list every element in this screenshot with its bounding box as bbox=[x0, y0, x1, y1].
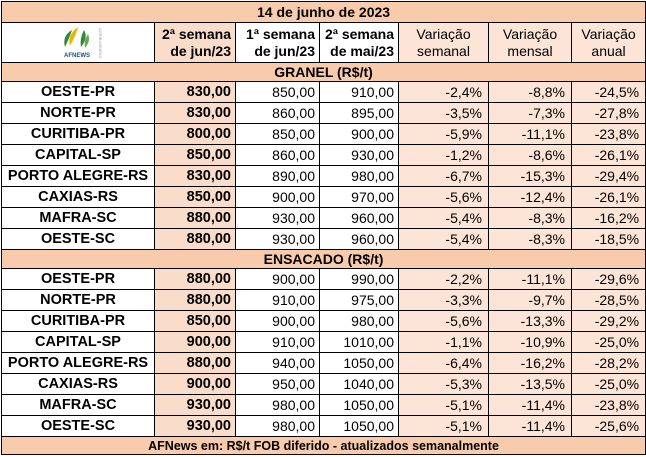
annual-variation: -16,2% bbox=[572, 208, 646, 229]
region-name: MAFRA-SC bbox=[2, 395, 155, 416]
price-previous-week: 950,00 bbox=[236, 374, 320, 395]
price-current-week: 880,00 bbox=[155, 208, 236, 229]
price-previous-week: 900,00 bbox=[236, 269, 320, 290]
monthly-variation: -9,7% bbox=[489, 290, 572, 311]
table-row bbox=[2, 353, 646, 374]
weekly-variation: -3,5% bbox=[399, 103, 489, 124]
table-row bbox=[2, 208, 646, 229]
annual-variation: -26,1% bbox=[572, 187, 646, 208]
monthly-variation: -8,3% bbox=[489, 229, 572, 250]
weekly-variation: -2,4% bbox=[399, 82, 489, 103]
price-previous-week: 980,00 bbox=[236, 395, 320, 416]
monthly-variation: -8,3% bbox=[489, 208, 572, 229]
price-current-week: 880,00 bbox=[155, 269, 236, 290]
price-current-week: 880,00 bbox=[155, 229, 236, 250]
monthly-variation: -11,4% bbox=[489, 416, 572, 437]
region-name: NORTE-PR bbox=[2, 290, 155, 311]
price-previous-week: 930,00 bbox=[236, 229, 320, 250]
weekly-variation: -5,4% bbox=[399, 229, 489, 250]
weekly-variation: -5,9% bbox=[399, 124, 489, 145]
price-previous-week: 930,00 bbox=[236, 208, 320, 229]
weekly-variation: -3,3% bbox=[399, 290, 489, 311]
monthly-variation: -10,9% bbox=[489, 332, 572, 353]
table-row bbox=[2, 124, 646, 145]
monthly-variation: -13,3% bbox=[489, 311, 572, 332]
monthly-variation: -11,1% bbox=[489, 124, 572, 145]
region-name: MAFRA-SC bbox=[2, 208, 155, 229]
table-row bbox=[2, 395, 646, 416]
price-previous-month: 1050,00 bbox=[320, 395, 399, 416]
region-name: CAPITAL-SP bbox=[2, 145, 155, 166]
header-monthly-variation: Variação mensal bbox=[489, 23, 572, 63]
price-previous-week: 900,00 bbox=[236, 311, 320, 332]
report-date-title: 14 de junho de 2023 bbox=[2, 2, 646, 23]
price-previous-month: 1050,00 bbox=[320, 416, 399, 437]
price-previous-month: 960,00 bbox=[320, 208, 399, 229]
weekly-variation: -1,1% bbox=[399, 332, 489, 353]
afnews-logo bbox=[2, 23, 155, 63]
annual-variation: -24,5% bbox=[572, 82, 646, 103]
price-previous-month: 990,00 bbox=[320, 269, 399, 290]
price-previous-month: 970,00 bbox=[320, 187, 399, 208]
table-row bbox=[2, 103, 646, 124]
price-table bbox=[1, 1, 646, 455]
price-previous-month: 1050,00 bbox=[320, 353, 399, 374]
price-previous-week: 900,00 bbox=[236, 187, 320, 208]
region-name: CURITIBA-PR bbox=[2, 124, 155, 145]
monthly-variation: -8,8% bbox=[489, 82, 572, 103]
weekly-variation: -5,6% bbox=[399, 311, 489, 332]
annual-variation: -18,5% bbox=[572, 229, 646, 250]
monthly-variation: -15,3% bbox=[489, 166, 572, 187]
weekly-variation: -1,2% bbox=[399, 145, 489, 166]
monthly-variation: -11,4% bbox=[489, 395, 572, 416]
header-previous-month: 2ª semana de mai/23 bbox=[320, 23, 399, 63]
header-previous-week: 1ª semana de jun/23 bbox=[236, 23, 320, 63]
price-current-week: 930,00 bbox=[155, 416, 236, 437]
region-name: PORTO ALEGRE-RS bbox=[2, 353, 155, 374]
annual-variation: -29,6% bbox=[572, 269, 646, 290]
annual-variation: -23,8% bbox=[572, 395, 646, 416]
annual-variation: -29,2% bbox=[572, 311, 646, 332]
table-row bbox=[2, 145, 646, 166]
price-current-week: 800,00 bbox=[155, 124, 236, 145]
price-previous-week: 910,00 bbox=[236, 290, 320, 311]
price-previous-month: 1010,00 bbox=[320, 332, 399, 353]
region-name: OESTE-PR bbox=[2, 269, 155, 290]
price-previous-month: 900,00 bbox=[320, 124, 399, 145]
price-previous-week: 850,00 bbox=[236, 124, 320, 145]
price-current-week: 830,00 bbox=[155, 166, 236, 187]
header-weekly-variation: Variação semanal bbox=[399, 23, 489, 63]
table-row bbox=[2, 229, 646, 250]
price-current-week: 880,00 bbox=[155, 353, 236, 374]
annual-variation: -29,4% bbox=[572, 166, 646, 187]
annual-variation: -26,1% bbox=[572, 145, 646, 166]
leaf-logo-icon bbox=[51, 24, 105, 62]
weekly-variation: -5,1% bbox=[399, 395, 489, 416]
region-name: NORTE-PR bbox=[2, 103, 155, 124]
table-row bbox=[2, 374, 646, 395]
region-name: OESTE-SC bbox=[2, 416, 155, 437]
annual-variation: -28,5% bbox=[572, 290, 646, 311]
monthly-variation: -8,6% bbox=[489, 145, 572, 166]
monthly-variation: -11,1% bbox=[489, 269, 572, 290]
region-name: CAXIAS-RS bbox=[2, 187, 155, 208]
price-current-week: 850,00 bbox=[155, 145, 236, 166]
header-current-week: 2ª semana de jun/23 bbox=[155, 23, 236, 63]
header-row bbox=[2, 23, 646, 63]
table-footer-note: AFNews em: R$/t FOB diferido - atualizados semanalmente bbox=[2, 437, 646, 455]
price-previous-week: 940,00 bbox=[236, 353, 320, 374]
annual-variation: -25,0% bbox=[572, 332, 646, 353]
region-name: CAPITAL-SP bbox=[2, 332, 155, 353]
weekly-variation: -5,4% bbox=[399, 208, 489, 229]
svg-text:AGRIBUSINESS: AGRIBUSINESS bbox=[98, 27, 103, 58]
region-name: CAXIAS-RS bbox=[2, 374, 155, 395]
region-name: CURITIBA-PR bbox=[2, 311, 155, 332]
price-previous-month: 960,00 bbox=[320, 229, 399, 250]
weekly-variation: -5,6% bbox=[399, 187, 489, 208]
table-row bbox=[2, 166, 646, 187]
price-current-week: 900,00 bbox=[155, 332, 236, 353]
price-previous-week: 850,00 bbox=[236, 82, 320, 103]
annual-variation: -23,8% bbox=[572, 124, 646, 145]
price-current-week: 850,00 bbox=[155, 311, 236, 332]
section-header: ENSACADO (R$/t) bbox=[2, 250, 646, 269]
table-row bbox=[2, 187, 646, 208]
section-header: GRANEL (R$/t) bbox=[2, 63, 646, 82]
price-previous-week: 910,00 bbox=[236, 332, 320, 353]
header-annual-variation: Variação anual bbox=[572, 23, 646, 63]
weekly-variation: -5,1% bbox=[399, 416, 489, 437]
weekly-variation: -2,2% bbox=[399, 269, 489, 290]
annual-variation: -28,2% bbox=[572, 353, 646, 374]
price-current-week: 900,00 bbox=[155, 374, 236, 395]
table-row bbox=[2, 290, 646, 311]
table-row bbox=[2, 82, 646, 103]
price-previous-month: 980,00 bbox=[320, 311, 399, 332]
annual-variation: -25,0% bbox=[572, 374, 646, 395]
price-previous-week: 860,00 bbox=[236, 145, 320, 166]
region-name: OESTE-PR bbox=[2, 82, 155, 103]
monthly-variation: -13,5% bbox=[489, 374, 572, 395]
svg-text:AFNEWS: AFNEWS bbox=[64, 52, 90, 59]
price-current-week: 830,00 bbox=[155, 82, 236, 103]
region-name: PORTO ALEGRE-RS bbox=[2, 166, 155, 187]
annual-variation: -27,8% bbox=[572, 103, 646, 124]
price-previous-month: 975,00 bbox=[320, 290, 399, 311]
table-row bbox=[2, 332, 646, 353]
price-previous-month: 910,00 bbox=[320, 82, 399, 103]
weekly-variation: -6,4% bbox=[399, 353, 489, 374]
price-previous-week: 860,00 bbox=[236, 103, 320, 124]
price-current-week: 930,00 bbox=[155, 395, 236, 416]
price-current-week: 880,00 bbox=[155, 290, 236, 311]
monthly-variation: -12,4% bbox=[489, 187, 572, 208]
table-row bbox=[2, 269, 646, 290]
price-previous-week: 980,00 bbox=[236, 416, 320, 437]
monthly-variation: -7,3% bbox=[489, 103, 572, 124]
annual-variation: -25,6% bbox=[572, 416, 646, 437]
table-row bbox=[2, 416, 646, 437]
table-row bbox=[2, 311, 646, 332]
price-previous-month: 930,00 bbox=[320, 145, 399, 166]
price-previous-week: 890,00 bbox=[236, 166, 320, 187]
price-previous-month: 980,00 bbox=[320, 166, 399, 187]
weekly-variation: -5,3% bbox=[399, 374, 489, 395]
monthly-variation: -16,2% bbox=[489, 353, 572, 374]
region-name: OESTE-SC bbox=[2, 229, 155, 250]
price-current-week: 850,00 bbox=[155, 187, 236, 208]
weekly-variation: -6,7% bbox=[399, 166, 489, 187]
price-current-week: 830,00 bbox=[155, 103, 236, 124]
price-previous-month: 1040,00 bbox=[320, 374, 399, 395]
price-previous-month: 895,00 bbox=[320, 103, 399, 124]
